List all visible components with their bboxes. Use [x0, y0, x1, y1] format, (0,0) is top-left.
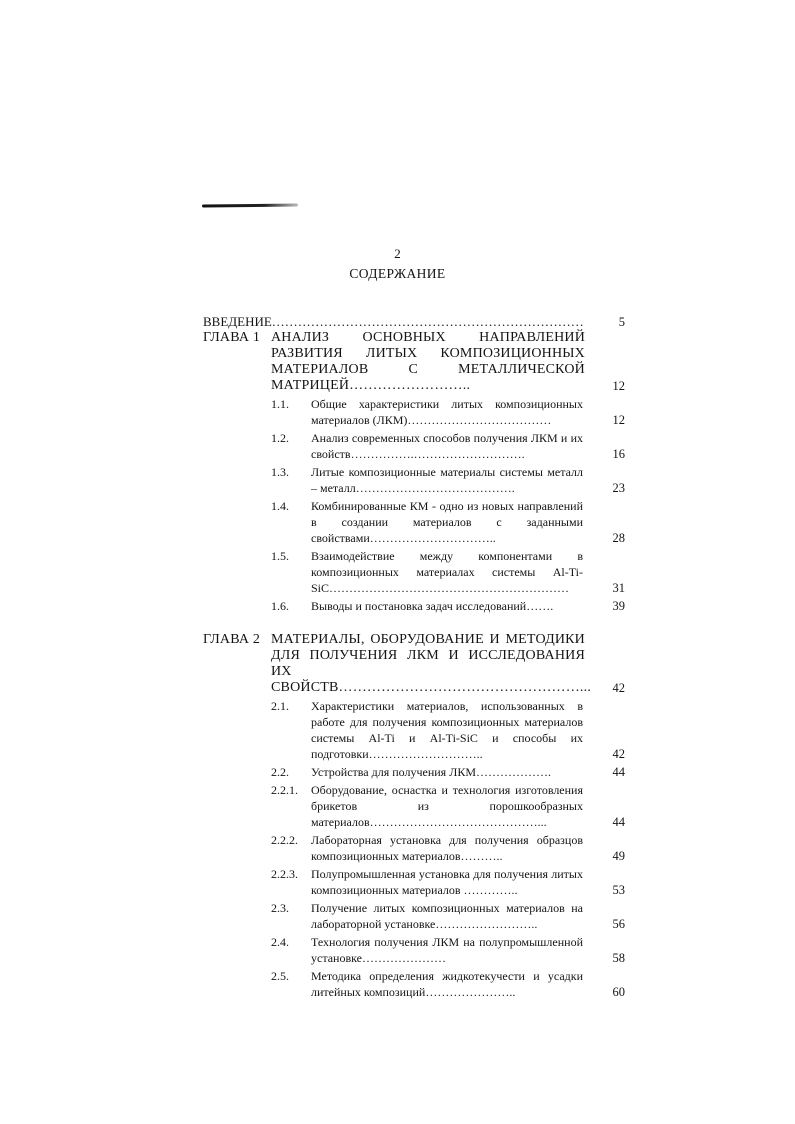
- toc-section-1-1[interactable]: [203, 396, 625, 428]
- chapter-title: АНАЛИЗ ОСНОВНЫХ НАПРАВЛЕНИЙ РАЗВИТИЯ ЛИТЫХ КОМПОЗИЦИОННЫХ МАТЕРИАЛОВ С МЕТАЛЛИЧЕСКОЙ МАТРИЦЕЙ……………………..: [271, 330, 585, 393]
- toc-entry-page: 60: [612, 985, 625, 999]
- toc-section-2-1[interactable]: [203, 698, 625, 762]
- chapter-label: ГЛАВА 2: [203, 632, 261, 647]
- toc-entry-page: 28: [612, 531, 625, 545]
- toc-entry-page: 49: [612, 849, 625, 863]
- toc-entry-page: 23: [612, 481, 625, 495]
- toc-section-1-2[interactable]: [203, 430, 625, 462]
- toc-section-2-4[interactable]: [203, 934, 625, 966]
- section-number: 2.3.: [271, 901, 289, 915]
- toc-entry-page: 39: [612, 599, 625, 613]
- toc-section-2-5[interactable]: [203, 968, 625, 1000]
- section-title: Лабораторная установка для получения образцов композиционных материалов………..: [311, 833, 583, 863]
- section-number: 1.6.: [271, 599, 289, 613]
- toc-entry-page: 31: [612, 581, 625, 595]
- toc-entry-page: 58: [612, 951, 625, 965]
- section-number: 2.2.: [271, 765, 289, 779]
- toc-section-2-2-2[interactable]: [203, 832, 625, 864]
- section-title: Общие характеристики литых композиционных материалов (ЛКМ)………………………………: [311, 397, 583, 427]
- toc-entry-text: ВВЕДЕНИЕ………………………………………………………………: [203, 314, 584, 329]
- toc-entry-page: 44: [612, 815, 625, 829]
- section-title: Характеристики материалов, использованных в работе для получения композиционных материалов системы Al-Ti и Al-Ti-SiC и способы их подготовки………………………..: [311, 699, 583, 761]
- scan-artifact-line: [202, 203, 298, 207]
- section-number: 1.2.: [271, 431, 289, 445]
- toc-entry-page: 12: [612, 379, 625, 393]
- toc-entry-page: 42: [612, 681, 625, 695]
- section-title: Технология получения ЛКМ на полупромышленной установке…………………: [311, 935, 583, 965]
- section-title: Анализ современных способов получения ЛКМ и их свойств…………….……………………….: [311, 431, 583, 461]
- toc-entry-page: 16: [612, 447, 625, 461]
- section-number: 1.4.: [271, 499, 289, 513]
- section-number: 2.2.1.: [271, 783, 298, 797]
- section-title: Комбинированные КМ - одно из новых направлений в создании материалов с заданными свойствами…………………………..: [311, 499, 583, 545]
- section-title: Методика определения жидкотекучести и усадки литейных композиций…………………..: [311, 969, 583, 999]
- toc-section-2-3[interactable]: [203, 900, 625, 932]
- toc-entry-page: 12: [612, 413, 625, 427]
- section-number: 2.4.: [271, 935, 289, 949]
- page-title: СОДЕРЖАНИЕ: [349, 266, 446, 281]
- section-title: Оборудование, оснастка и технология изготовления брикетов из порошкообразных материалов……………………………………...: [311, 783, 583, 829]
- toc-entry-page: 5: [618, 315, 625, 329]
- section-title: Взаимодействие между компонентами в композиционных материалах системы Al-Ti-SiC……………………………………………………: [311, 549, 583, 595]
- toc-entry-page: 53: [612, 883, 625, 897]
- section-number: 1.3.: [271, 465, 289, 479]
- section-number: 2.2.3.: [271, 867, 298, 881]
- toc-section-2-2-3[interactable]: [203, 866, 625, 898]
- toc-chapter-2[interactable]: [203, 632, 625, 696]
- section-title: Устройства для получения ЛКМ……………….: [311, 765, 551, 779]
- toc-section-1-5[interactable]: [203, 548, 625, 596]
- toc-section-1-4[interactable]: [203, 498, 625, 546]
- toc-entry-page: 56: [612, 917, 625, 931]
- page-number: 2: [394, 246, 401, 261]
- toc-chapter-1[interactable]: [203, 330, 625, 394]
- section-number: 2.5.: [271, 969, 289, 983]
- section-title: Полупромышленная установка для получения литых композиционных материалов …………..: [311, 867, 583, 897]
- section-title: Выводы и постановка задач исследований…….: [311, 599, 554, 613]
- chapter-label: ГЛАВА 1: [203, 330, 261, 345]
- table-of-contents: [203, 314, 625, 1000]
- toc-section-2-2-1[interactable]: [203, 782, 625, 830]
- section-number: 2.2.2.: [271, 833, 298, 847]
- section-number: 2.1.: [271, 699, 289, 713]
- section-title: Литые композиционные материалы системы металл – металл………………………………….: [311, 465, 583, 495]
- toc-section-1-3[interactable]: [203, 464, 625, 496]
- chapter-title: МАТЕРИАЛЫ, ОБОРУДОВАНИЕ И МЕТОДИКИ ДЛЯ ПОЛУЧЕНИЯ ЛКМ И ИССЛЕДОВАНИЯ ИХ СВОЙСТВ……………………………………………...: [271, 632, 592, 695]
- toc-entry-page: 42: [612, 747, 625, 761]
- toc-entry-intro[interactable]: [203, 314, 625, 330]
- section-number: 1.5.: [271, 549, 289, 563]
- toc-entry-page: 44: [612, 765, 625, 779]
- section-number: 1.1.: [271, 397, 289, 411]
- section-title: Получение литых композиционных материалов на лабораторной установке……………………..: [311, 901, 583, 931]
- toc-section-1-6[interactable]: [203, 598, 625, 614]
- toc-section-2-2[interactable]: [203, 764, 625, 780]
